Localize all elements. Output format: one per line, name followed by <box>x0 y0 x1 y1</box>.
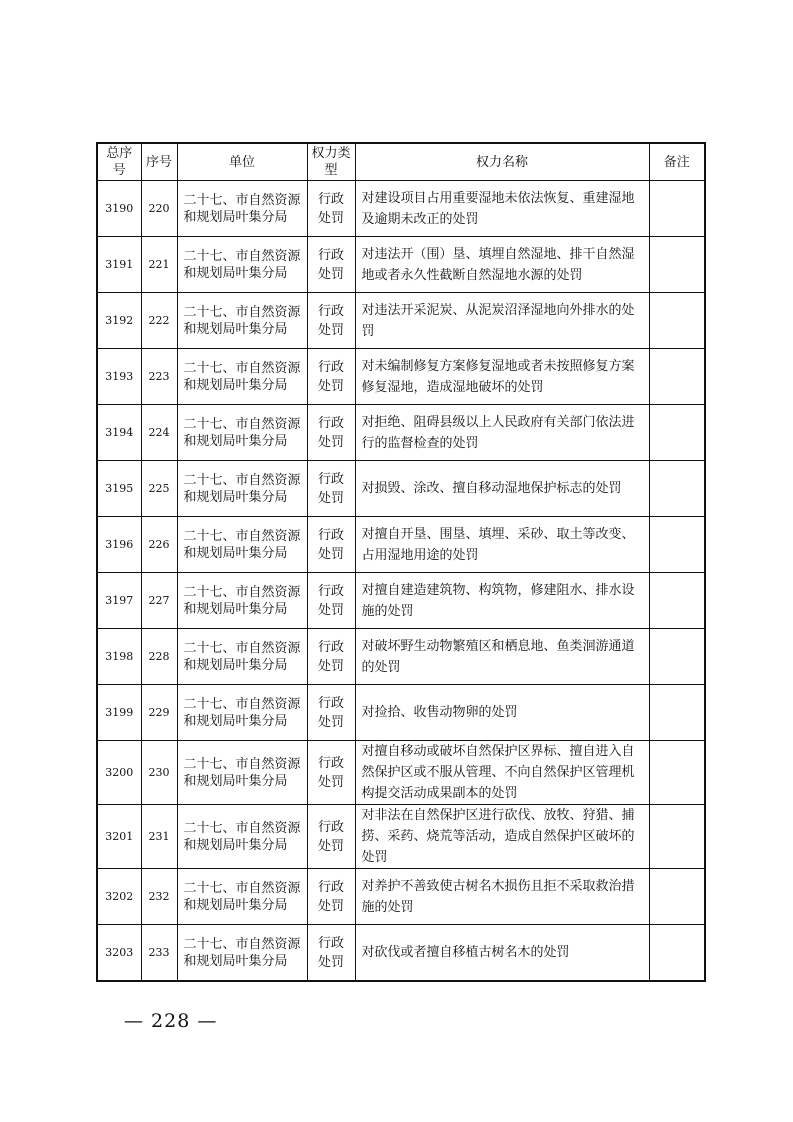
power-name-cell: 对破坏野生动物繁殖区和栖息地、鱼类洄游通道的处罚 <box>355 629 649 685</box>
remarks-cell <box>649 741 705 805</box>
total-no-cell: 3196 <box>97 517 141 573</box>
seq-no-cell: 228 <box>141 629 177 685</box>
remarks-cell <box>649 925 705 982</box>
seq-no-cell: 226 <box>141 517 177 573</box>
total-no-cell: 3190 <box>97 181 141 237</box>
total-no-cell: 3202 <box>97 869 141 925</box>
power-name-cell: 对擅自移动或破坏自然保护区界标、擅自进入自然保护区或不服从管理、不向自然保护区管理机构提交活动成果副本的处罚 <box>355 741 649 805</box>
unit-cell: 二十七、市自然资源和规划局叶集分局 <box>177 685 307 741</box>
table-row <box>97 685 705 741</box>
power-type-cell: 行政处罚 <box>307 741 355 805</box>
unit-cell: 二十七、市自然资源和规划局叶集分局 <box>177 181 307 237</box>
seq-no-cell: 223 <box>141 349 177 405</box>
power-list-table <box>96 142 706 982</box>
power-name-cell: 对砍伐或者擅自移植古树名木的处罚 <box>355 925 649 982</box>
power-type-cell: 行政处罚 <box>307 629 355 685</box>
table-row <box>97 293 705 349</box>
remarks-cell <box>649 349 705 405</box>
remarks-cell <box>649 805 705 869</box>
seq-no-cell: 224 <box>141 405 177 461</box>
power-type-cell: 行政处罚 <box>307 517 355 573</box>
unit-cell: 二十七、市自然资源和规划局叶集分局 <box>177 741 307 805</box>
remarks-cell <box>649 237 705 293</box>
remarks-cell <box>649 405 705 461</box>
power-name-cell: 对未编制修复方案修复湿地或者未按照修复方案修复湿地，造成湿地破坏的处罚 <box>355 349 649 405</box>
seq-no-cell: 227 <box>141 573 177 629</box>
total-no-cell: 3197 <box>97 573 141 629</box>
unit-cell: 二十七、市自然资源和规划局叶集分局 <box>177 405 307 461</box>
unit-cell: 二十七、市自然资源和规划局叶集分局 <box>177 805 307 869</box>
table-row <box>97 461 705 517</box>
seq-no-cell: 232 <box>141 869 177 925</box>
header-power-name: 权力名称 <box>355 143 649 181</box>
total-no-cell: 3201 <box>97 805 141 869</box>
unit-cell: 二十七、市自然资源和规划局叶集分局 <box>177 573 307 629</box>
seq-no-cell: 231 <box>141 805 177 869</box>
table-row <box>97 237 705 293</box>
power-type-cell: 行政处罚 <box>307 573 355 629</box>
power-type-cell: 行政处罚 <box>307 237 355 293</box>
power-name-cell: 对养护不善致使古树名木损伤且拒不采取救治措施的处罚 <box>355 869 649 925</box>
total-no-cell: 3193 <box>97 349 141 405</box>
table-row <box>97 405 705 461</box>
total-no-cell: 3203 <box>97 925 141 982</box>
power-name-cell: 对捡拾、收售动物卵的处罚 <box>355 685 649 741</box>
unit-cell: 二十七、市自然资源和规划局叶集分局 <box>177 461 307 517</box>
unit-cell: 二十七、市自然资源和规划局叶集分局 <box>177 349 307 405</box>
power-type-cell: 行政处罚 <box>307 869 355 925</box>
table-row <box>97 805 705 869</box>
seq-no-cell: 230 <box>141 741 177 805</box>
table-row <box>97 573 705 629</box>
power-name-cell: 对违法开采泥炭、从泥炭沼泽湿地向外排水的处罚 <box>355 293 649 349</box>
remarks-cell <box>649 869 705 925</box>
remarks-cell <box>649 181 705 237</box>
table-row <box>97 869 705 925</box>
table-row <box>97 741 705 805</box>
table-header-row <box>97 143 705 181</box>
power-name-cell: 对建设项目占用重要湿地未依法恢复、重建湿地及逾期未改正的处罚 <box>355 181 649 237</box>
remarks-cell <box>649 517 705 573</box>
power-type-cell: 行政处罚 <box>307 925 355 982</box>
power-type-cell: 行政处罚 <box>307 461 355 517</box>
total-no-cell: 3195 <box>97 461 141 517</box>
unit-cell: 二十七、市自然资源和规划局叶集分局 <box>177 925 307 982</box>
table-row <box>97 925 705 982</box>
unit-cell: 二十七、市自然资源和规划局叶集分局 <box>177 237 307 293</box>
table-row <box>97 349 705 405</box>
remarks-cell <box>649 629 705 685</box>
header-remarks: 备注 <box>649 143 705 181</box>
power-type-cell: 行政处罚 <box>307 405 355 461</box>
power-type-cell: 行政处罚 <box>307 685 355 741</box>
power-name-cell: 对违法开（围）垦、填埋自然湿地、排干自然湿地或者永久性截断自然湿地水源的处罚 <box>355 237 649 293</box>
power-name-cell: 对拒绝、阻碍县级以上人民政府有关部门依法进行的监督检查的处罚 <box>355 405 649 461</box>
seq-no-cell: 221 <box>141 237 177 293</box>
remarks-cell <box>649 461 705 517</box>
seq-no-cell: 220 <box>141 181 177 237</box>
power-name-cell: 对非法在自然保护区进行砍伐、放牧、狩猎、捕捞、采药、烧荒等活动，造成自然保护区破坏的处罚 <box>355 805 649 869</box>
header-unit: 单位 <box>177 143 307 181</box>
header-seq-no: 序号 <box>141 143 177 181</box>
unit-cell: 二十七、市自然资源和规划局叶集分局 <box>177 517 307 573</box>
seq-no-cell: 233 <box>141 925 177 982</box>
remarks-cell <box>649 685 705 741</box>
power-type-cell: 行政处罚 <box>307 181 355 237</box>
table-row <box>97 629 705 685</box>
total-no-cell: 3191 <box>97 237 141 293</box>
page-number: — 228 — <box>124 1010 218 1032</box>
power-name-cell: 对损毁、涂改、擅自移动湿地保护标志的处罚 <box>355 461 649 517</box>
power-type-cell: 行政处罚 <box>307 293 355 349</box>
unit-cell: 二十七、市自然资源和规划局叶集分局 <box>177 629 307 685</box>
power-type-cell: 行政处罚 <box>307 349 355 405</box>
header-total-no: 总序号 <box>97 143 141 181</box>
remarks-cell <box>649 573 705 629</box>
header-power-type: 权力类型 <box>307 143 355 181</box>
seq-no-cell: 225 <box>141 461 177 517</box>
table-row <box>97 517 705 573</box>
table-row <box>97 181 705 237</box>
total-no-cell: 3194 <box>97 405 141 461</box>
seq-no-cell: 222 <box>141 293 177 349</box>
unit-cell: 二十七、市自然资源和规划局叶集分局 <box>177 293 307 349</box>
power-name-cell: 对擅自建造建筑物、构筑物，修建阻水、排水设施的处罚 <box>355 573 649 629</box>
remarks-cell <box>649 293 705 349</box>
total-no-cell: 3199 <box>97 685 141 741</box>
power-type-cell: 行政处罚 <box>307 805 355 869</box>
total-no-cell: 3200 <box>97 741 141 805</box>
unit-cell: 二十七、市自然资源和规划局叶集分局 <box>177 869 307 925</box>
total-no-cell: 3198 <box>97 629 141 685</box>
total-no-cell: 3192 <box>97 293 141 349</box>
power-name-cell: 对擅自开垦、围垦、填埋、采砂、取土等改变、占用湿地用途的处罚 <box>355 517 649 573</box>
seq-no-cell: 229 <box>141 685 177 741</box>
